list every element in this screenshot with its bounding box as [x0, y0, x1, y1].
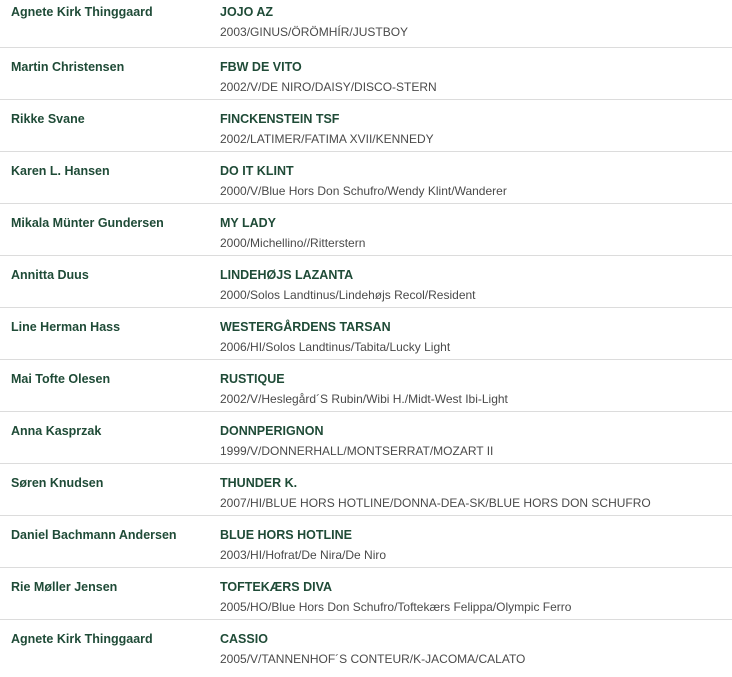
list-item [0, 152, 732, 204]
list-item [0, 568, 732, 620]
rider-name: Martin Christensen [11, 60, 125, 74]
horse-pedigree: 2000/Solos Landtinus/Lindehøjs Recol/Resident [220, 288, 476, 302]
horse-info [220, 256, 732, 307]
horse-pedigree: 2005/HO/Blue Hors Don Schufro/Toftekærs Felippa/Olympic Ferro [220, 600, 572, 614]
horse-info [220, 620, 732, 672]
horse-pedigree: 2006/HI/Solos Landtinus/Tabita/Lucky Light [220, 340, 451, 354]
horse-info [220, 464, 732, 515]
rider-name: Line Herman Hass [11, 320, 121, 334]
horse-name: FBW DE VITO [220, 60, 302, 74]
horse-pedigree: 2005/V/TANNENHOF´S CONTEUR/K-JACOMA/CALATO [220, 652, 526, 666]
horse-info [220, 308, 732, 359]
horse-name: DO IT KLINT [220, 164, 294, 178]
horse-info [220, 412, 732, 463]
horse-info [220, 516, 732, 567]
horse-name: RUSTIQUE [220, 372, 285, 386]
horse-info [220, 360, 732, 411]
horse-pedigree: 2002/V/DE NIRO/DAISY/DISCO-STERN [220, 80, 437, 94]
horse-pedigree: 2000/V/Blue Hors Don Schufro/Wendy Klint/Wanderer [220, 184, 507, 198]
rider-name: Anna Kasprzak [11, 424, 102, 438]
horse-pedigree: 1999/V/DONNERHALL/MONTSERRAT/MOZART II [220, 444, 494, 458]
horse-name: FINCKENSTEIN TSF [220, 112, 340, 126]
list-item [0, 464, 732, 516]
list-item [0, 412, 732, 464]
list-item [0, 0, 732, 48]
rider-name: Karen L. Hansen [11, 164, 110, 178]
horse-info [220, 0, 732, 47]
rider-name: Mai Tofte Olesen [11, 372, 111, 386]
horse-pedigree: 2007/HI/BLUE HORS HOTLINE/DONNA-DEA-SK/BLUE HORS DON SCHUFRO [220, 496, 651, 510]
horse-pedigree: 2003/HI/Hofrat/De Nira/De Niro [220, 548, 387, 562]
rider-name: Daniel Bachmann Andersen [11, 528, 177, 542]
rider-name: Agnete Kirk Thinggaard [11, 5, 153, 19]
horse-name: THUNDER K. [220, 476, 298, 490]
horse-name: CASSIO [220, 632, 268, 646]
rider-name: Agnete Kirk Thinggaard [11, 632, 153, 646]
horse-name: MY LADY [220, 216, 277, 230]
horse-pedigree: 2000/Michellino//Ritterstern [220, 236, 366, 250]
horse-name: JOJO AZ [220, 5, 274, 19]
rider-name: Rikke Svane [11, 112, 85, 126]
list-item [0, 256, 732, 308]
horse-name: LINDEHØJS LAZANTA [220, 268, 354, 282]
list-item [0, 100, 732, 152]
list-item [0, 48, 732, 100]
horse-pedigree: 2002/LATIMER/FATIMA XVII/KENNEDY [220, 132, 434, 146]
horse-info [220, 568, 732, 619]
list-item [0, 360, 732, 412]
rider-name: Mikala Münter Gundersen [11, 216, 164, 230]
rider-name: Søren Knudsen [11, 476, 104, 490]
horse-name: WESTERGÅRDENS TARSAN [220, 320, 391, 334]
rider-name: Annitta Duus [11, 268, 89, 282]
rider-name: Rie Møller Jensen [11, 580, 118, 594]
horse-info [220, 204, 732, 255]
list-item [0, 308, 732, 360]
horse-pedigree: 2003/GINUS/ÖRÖMHÍR/JUSTBOY [220, 25, 409, 39]
horse-name: TOFTEKÆRS DIVA [220, 580, 333, 594]
horse-info [220, 48, 732, 99]
list-item [0, 204, 732, 256]
list-item [0, 620, 732, 672]
horse-info [220, 152, 732, 203]
horse-pedigree: 2002/V/Heslegård´S Rubin/Wibi H./Midt-West Ibi-Light [220, 392, 508, 406]
list-item [0, 516, 732, 568]
horse-info [220, 100, 732, 151]
horse-name: BLUE HORS HOTLINE [220, 528, 352, 542]
horse-name: DONNPERIGNON [220, 424, 324, 438]
